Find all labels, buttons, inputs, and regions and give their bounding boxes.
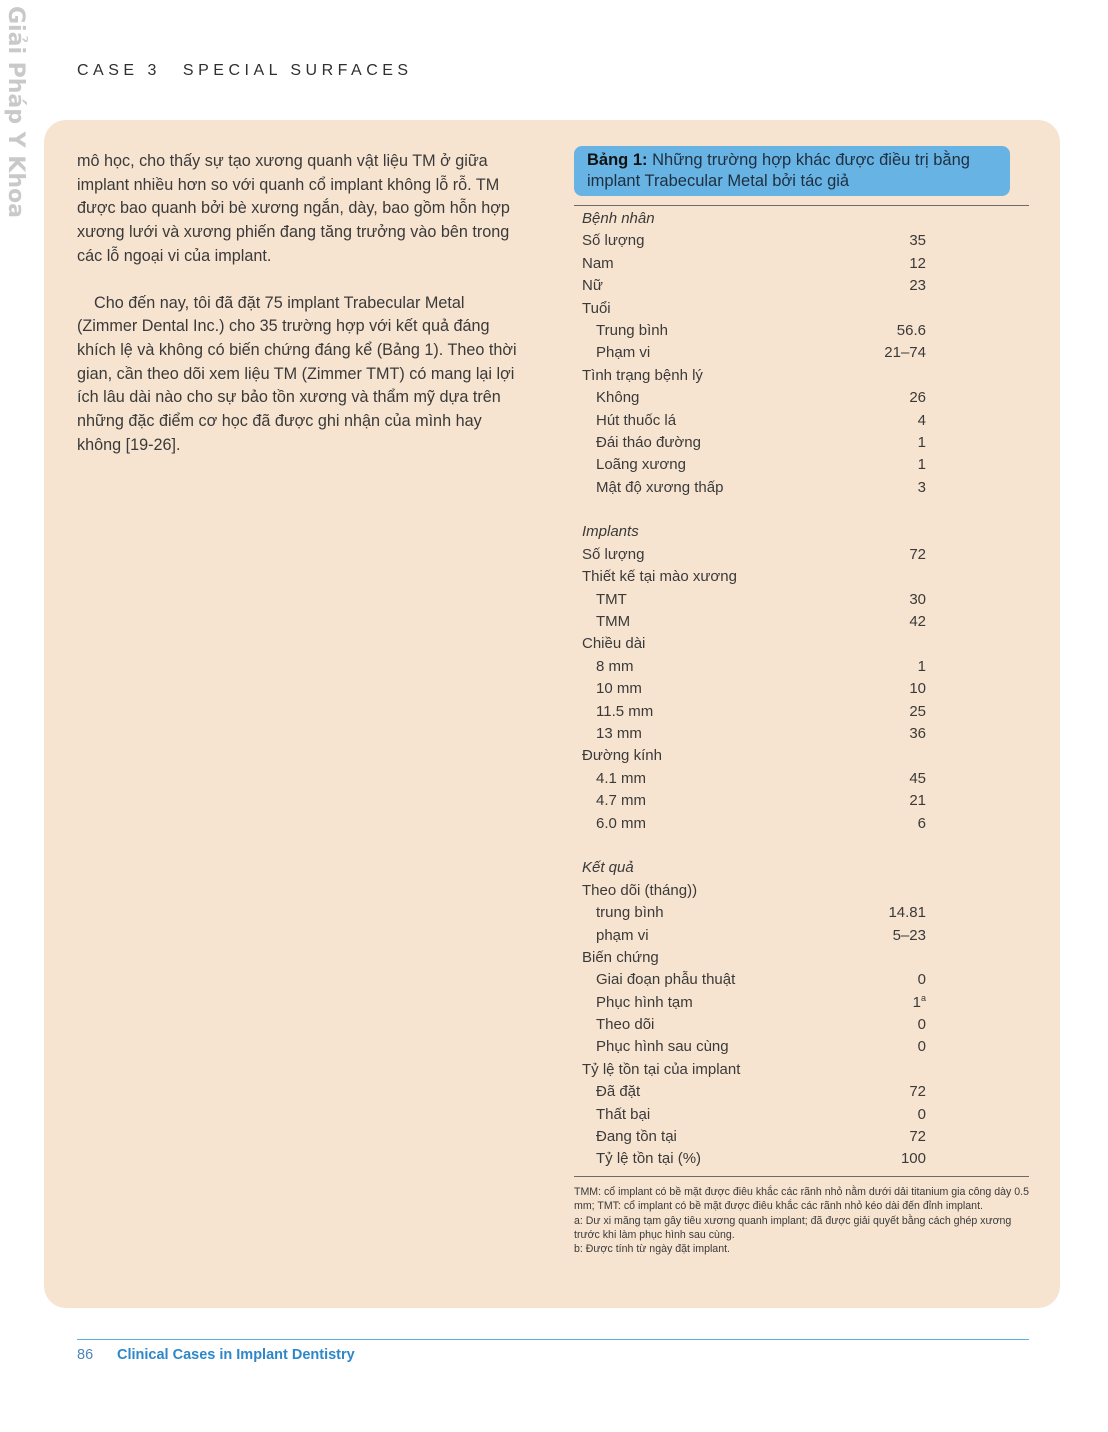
row-label: 4.1 mm	[596, 769, 647, 787]
row-value	[874, 544, 926, 566]
row-value-number: 100	[900, 1150, 926, 1168]
table-row	[574, 947, 1029, 969]
footer-rule	[77, 1339, 1029, 1340]
table-row	[574, 633, 1029, 655]
row-value-number: 21–74	[884, 344, 926, 362]
row-label: Phạm vi	[596, 344, 651, 362]
table-row	[574, 723, 1029, 745]
table-row	[574, 701, 1029, 723]
row-label: Thiết kế tại mào xương	[582, 568, 737, 586]
row-value-number: 3	[917, 478, 926, 496]
row-value-number: 72	[909, 545, 926, 563]
table-row	[574, 1148, 1029, 1170]
table-row	[574, 1126, 1029, 1148]
table-row	[574, 589, 1029, 611]
row-label: Thất bại	[596, 1105, 651, 1123]
table-row	[574, 342, 1029, 364]
row-value	[874, 902, 926, 924]
row-label: Theo dõi	[596, 1016, 655, 1034]
row-value-number: 5–23	[892, 926, 926, 944]
table-row	[574, 813, 1029, 835]
table-row	[574, 566, 1029, 588]
row-value	[874, 611, 926, 633]
row-value	[874, 589, 926, 611]
row-value	[874, 387, 926, 409]
table-row	[574, 477, 1029, 499]
row-label: Nữ	[582, 277, 603, 295]
row-value-number: 36	[909, 724, 926, 742]
row-value	[874, 432, 926, 454]
caption-label: Bảng 1:	[587, 151, 648, 169]
row-value	[874, 1081, 926, 1103]
table-row	[574, 969, 1029, 991]
row-value-number: 12	[909, 254, 926, 272]
row-value	[874, 813, 926, 835]
row-value	[874, 253, 926, 275]
table-row	[574, 298, 1029, 320]
watermark: Giải Pháp Y Khoa	[3, 6, 28, 218]
table-row	[574, 925, 1029, 947]
table-row	[574, 454, 1029, 476]
row-value-number: 10	[909, 680, 926, 698]
paragraph-2: Cho đến nay, tôi đã đặt 75 implant Trabecular Metal (Zimmer Dental Inc.) cho 35 trường hợp với kết quả đáng khích lệ và không có biến chứng đáng kể (Bảng 1). Theo thời gian, cần theo dõi xem liệu TM (Zimmer TMT) có mang lại lợi ích lâu dài nào cho sự bảo tồn xương và thẩm mỹ dựa trên những đặc điểm cơ học đã được ghi nhận của mình hay không [19-26].	[77, 293, 517, 454]
running-header	[77, 62, 413, 80]
row-label: 10 mm	[596, 680, 642, 698]
table-note: a: Dư xi măng tạm gây tiêu xương quanh implant; đã được giải quyết bằng cách ghép xương trước khi làm phục hình sau cùng.	[574, 1214, 1012, 1241]
table-note: b: Được tính từ ngày đặt implant.	[574, 1243, 730, 1256]
row-value	[874, 454, 926, 476]
table-row	[574, 768, 1029, 790]
table-row	[574, 208, 1029, 230]
row-value-number: 1	[917, 657, 926, 675]
row-value-number: 14.81	[888, 904, 926, 922]
table-caption	[574, 146, 1010, 196]
row-label: Phục hình sau cùng	[596, 1038, 729, 1056]
row-label: Trung bình	[596, 321, 668, 339]
row-value	[874, 969, 926, 991]
row-label: trung bình	[596, 904, 664, 922]
row-label: Không	[596, 389, 640, 407]
row-value	[874, 410, 926, 432]
table-row	[574, 1104, 1029, 1126]
table-row	[574, 544, 1029, 566]
row-label: Loãng xương	[596, 456, 686, 474]
book-title: Clinical Cases in Implant Dentistry	[117, 1347, 355, 1363]
row-value-number: 1	[917, 433, 926, 451]
row-label: Phục hình tạm	[596, 993, 693, 1011]
table-row	[574, 365, 1029, 387]
row-value-number: 1	[912, 993, 921, 1011]
row-label: Hút thuốc lá	[596, 411, 677, 429]
row-value-number: 0	[917, 1016, 926, 1034]
row-value-number: 25	[909, 702, 926, 720]
row-label: Implants	[582, 523, 639, 541]
row-label: Tỷ lệ tồn tại (%)	[596, 1150, 702, 1168]
row-value	[874, 342, 926, 364]
row-value-number: 35	[909, 232, 926, 250]
row-label: Biến chứng	[582, 948, 659, 966]
table-top-rule	[574, 205, 1029, 206]
row-label: Nam	[582, 254, 614, 272]
row-value	[874, 723, 926, 745]
row-label: Số lượng	[582, 232, 645, 250]
table-row	[574, 880, 1029, 902]
row-value-number: 26	[909, 389, 926, 407]
page-number: 86	[77, 1347, 94, 1363]
table-row	[574, 992, 1029, 1014]
row-value-number: 1	[917, 456, 926, 474]
table-row	[574, 1081, 1029, 1103]
row-label: 6.0 mm	[596, 814, 647, 832]
row-label: Tình trạng bệnh lý	[582, 366, 703, 384]
row-value	[874, 656, 926, 678]
row-label: Đường kính	[582, 747, 662, 765]
row-value	[874, 1014, 926, 1036]
body-text	[77, 150, 527, 457]
row-value	[874, 678, 926, 700]
row-value-number: 0	[917, 971, 926, 989]
table-row	[574, 521, 1029, 543]
table-row	[574, 410, 1029, 432]
row-value	[874, 1148, 926, 1170]
row-value-number: 30	[909, 590, 926, 608]
table-notes	[574, 1185, 1029, 1256]
row-label: 8 mm	[596, 657, 634, 675]
row-value	[874, 1126, 926, 1148]
row-label: Đang tồn tại	[596, 1128, 677, 1146]
row-value	[874, 701, 926, 723]
table-row	[574, 790, 1029, 812]
row-label: Đái tháo đường	[596, 433, 701, 451]
row-label: Tỷ lệ tồn tại của implant	[582, 1060, 741, 1078]
row-value	[874, 1036, 926, 1058]
table-row	[574, 499, 1029, 521]
row-value-number: 0	[917, 1105, 926, 1123]
row-value	[874, 477, 926, 499]
table-row	[574, 253, 1029, 275]
row-value	[874, 790, 926, 812]
table-row	[574, 902, 1029, 924]
row-label: 11.5 mm	[596, 702, 654, 720]
row-value-number: 72	[909, 1128, 926, 1146]
row-label: Đã đặt	[596, 1083, 641, 1101]
table-row	[574, 432, 1029, 454]
row-label: Tuổi	[582, 299, 611, 317]
table-body	[574, 208, 1029, 1171]
header-section: SPECIAL SURFACES	[182, 62, 413, 79]
row-value	[874, 925, 926, 947]
row-value	[874, 230, 926, 252]
row-value-number: 21	[909, 792, 926, 810]
table-row	[574, 387, 1029, 409]
table-row	[574, 656, 1029, 678]
row-label: TMT	[596, 590, 627, 608]
table-row	[574, 745, 1029, 767]
row-label: Chiều dài	[582, 635, 646, 653]
row-value-number: 42	[909, 613, 926, 631]
row-label: Kết quả	[582, 859, 634, 877]
table-row	[574, 857, 1029, 879]
table-row	[574, 1036, 1029, 1058]
row-value-number: 45	[909, 769, 926, 787]
row-label: Theo dõi (tháng))	[582, 881, 698, 899]
row-value	[874, 1104, 926, 1126]
row-value	[874, 768, 926, 790]
row-label: 4.7 mm	[596, 792, 647, 810]
row-label: 13 mm	[596, 724, 642, 742]
table-bottom-rule	[574, 1176, 1029, 1177]
table-row	[574, 611, 1029, 633]
table-row	[574, 275, 1029, 297]
row-label: Số lượng	[582, 545, 645, 563]
row-label: TMM	[596, 613, 631, 631]
caption-text: Những trường hợp khác được điều trị bằng implant Trabecular Metal bởi tác giả	[587, 151, 970, 190]
table-row	[574, 1059, 1029, 1081]
row-value-number: 72	[909, 1083, 926, 1101]
row-value-number: 6	[917, 814, 926, 832]
footnote-marker: a	[920, 992, 926, 1003]
row-value-number: 56.6	[896, 321, 926, 339]
table-row	[574, 678, 1029, 700]
table-row	[574, 230, 1029, 252]
table-row	[574, 320, 1029, 342]
table-row	[574, 1014, 1029, 1036]
paragraph-1: mô học, cho thấy sự tạo xương quanh vật liệu TM ở giữa implant nhiều hơn so với quanh cổ implant không lỗ rỗ. TM được bao quanh bởi bè xương ngắn, dày, bao gồm hỗn hợp xương lưới và xương phiến đang tăng trưởng vào bên trong các lỗ ngoại vi của implant.	[77, 152, 510, 265]
row-value	[874, 275, 926, 297]
row-label: Mật độ xương thấp	[596, 478, 724, 496]
table-row	[574, 835, 1029, 857]
table-note: TMM: cổ implant có bề mặt được điêu khắc các rãnh nhỏ nằm dưới dải titanium gia công dày 0.5 mm; TMT: cổ implant có bề mặt được điêu khắc các rãnh nhỏ kéo dài đến đỉnh implant.	[574, 1186, 1029, 1213]
row-label: Bệnh nhân	[582, 210, 655, 227]
row-value-number: 23	[909, 277, 926, 295]
header-case: CASE 3	[77, 62, 161, 79]
row-value	[874, 320, 926, 342]
row-value-number: 4	[917, 411, 926, 429]
row-value	[874, 992, 926, 1014]
row-value-number: 0	[917, 1038, 926, 1056]
row-label: phạm vi	[596, 926, 649, 944]
row-label: Giai đoạn phẫu thuật	[596, 971, 736, 989]
